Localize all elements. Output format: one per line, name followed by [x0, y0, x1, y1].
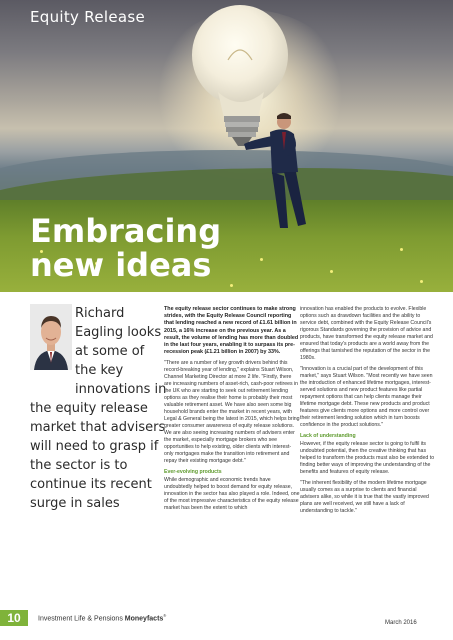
standfirst-line: Eagling looks: [75, 325, 162, 340]
body-paragraph: However, if the equity release sector is going to fulfil its undoubted potential, then the creative thinking that has helped to transform the products must also be extended to finding better ways of improving the understanding of the benefits and features of equity release.: [300, 441, 435, 475]
brand-name: Moneyfacts: [124, 615, 164, 623]
flower: [230, 284, 233, 287]
standfirst-line: the key: [75, 363, 124, 378]
body-paragraph: "There are a number of key growth drivers behind this record-breaking year of lending," explains Stuart Wilson, Channel Marketing Director at more 2 life. "Firstly, there are increasing numbers of asset-rich, cash-poor retirees in the UK who are starting to seek out retirement lending options as they realise their home is probably their most valuable retirement asset. We have also seen some big household brands enter the market in recent years, with Legal & General being the latest in 2015, which helps bring greater consumer awareness of equity release solutions. We are also seeing increasing numbers of advisers enter the market, especially mortgage brokers who see opportunities to help existing, older clients with interest-only mortgages make the transition into retirement and repay their existing mortgage debt.": [164, 360, 300, 465]
body-paragraph: "Innovation is a crucial part of the development of this market," says Stuart Wilson. "Most recently we have seen the introduction of enhanced lifetime mortgages, interest-served solutions and new product features like partial repayment options that can help clients manage their lifetime mortgage debt. These new products and product features give clients more options and more control over their retirement lending solution which in turn boosts confidence in the product solutions.": [300, 366, 433, 428]
standfirst-line: the equity release: [30, 401, 148, 416]
standfirst-line: will need to grasp if: [30, 439, 159, 454]
businessman-figure: [222, 110, 312, 230]
standfirst-line: the sector is to: [30, 458, 128, 473]
publication-name: [38, 613, 166, 622]
article-column-2: [300, 306, 436, 519]
headline-line-2: new ideas: [30, 246, 212, 284]
issue-date: March 2016: [385, 620, 417, 626]
standfirst-line: continue its recent: [30, 477, 152, 492]
subheading: Ever-evolving products: [164, 469, 222, 476]
subheading: Lack of understanding: [300, 433, 356, 439]
flower: [260, 258, 263, 261]
lead-paragraph: The equity release sector continues to make strong strides, with the Equity Release Council reporting that lending reached a new record of £1.61 billion in 2015, a 16% increase on the previous year. As a result, the volume of lending has more than doubled in the last four years, enabling it to surpass its pre-recession peak (£1.21 billion in 2007) by 33%.: [164, 306, 299, 356]
body-paragraph: innovation has enabled the products to evolve. Flexible options such as drawdown facilities and the ability to service debt, combined with the Equity Release Council's rigorous Standards governing the provision of advice and products, have transformed the equity release market and ensured that today's products are a world away from the offerings that tarnished the reputation of the sector in the 1980s.: [300, 306, 433, 361]
page-number: 10: [0, 610, 28, 626]
article-column-1: [164, 306, 300, 516]
flower: [330, 270, 333, 273]
standfirst-line: market that advisers: [30, 420, 166, 435]
standfirst: [30, 304, 167, 513]
section-label: Equity Release: [30, 8, 146, 26]
publication-title: Investment Life & Pensions: [38, 615, 123, 623]
page-footer: [0, 608, 453, 628]
body-paragraph: While demographic and economic trends have undoubtedly helped to boost demand for equity release, innovation in the sector has also played a role. Indeed, one of the most impressive characteristics of the equity release market has been the extent to which: [164, 477, 300, 512]
brand-mark: ®: [163, 613, 167, 618]
hero-image: [0, 0, 453, 292]
standfirst-line: at some of: [75, 344, 145, 359]
flower: [400, 248, 403, 251]
standfirst-line: surge in sales: [30, 496, 120, 511]
headline: [30, 214, 221, 282]
standfirst-line: innovations in: [75, 382, 167, 397]
standfirst-line: Richard: [75, 306, 125, 321]
flower: [420, 280, 423, 283]
body-paragraph: "The inherent flexibility of the modern lifetime mortgage usually comes as a surprise to clients and financial advisers alike, so while it is true that the vastly improved plans are well received, we still have a lack of understanding to tackle.": [300, 480, 429, 514]
headline-line-1: Embracing: [30, 212, 222, 250]
